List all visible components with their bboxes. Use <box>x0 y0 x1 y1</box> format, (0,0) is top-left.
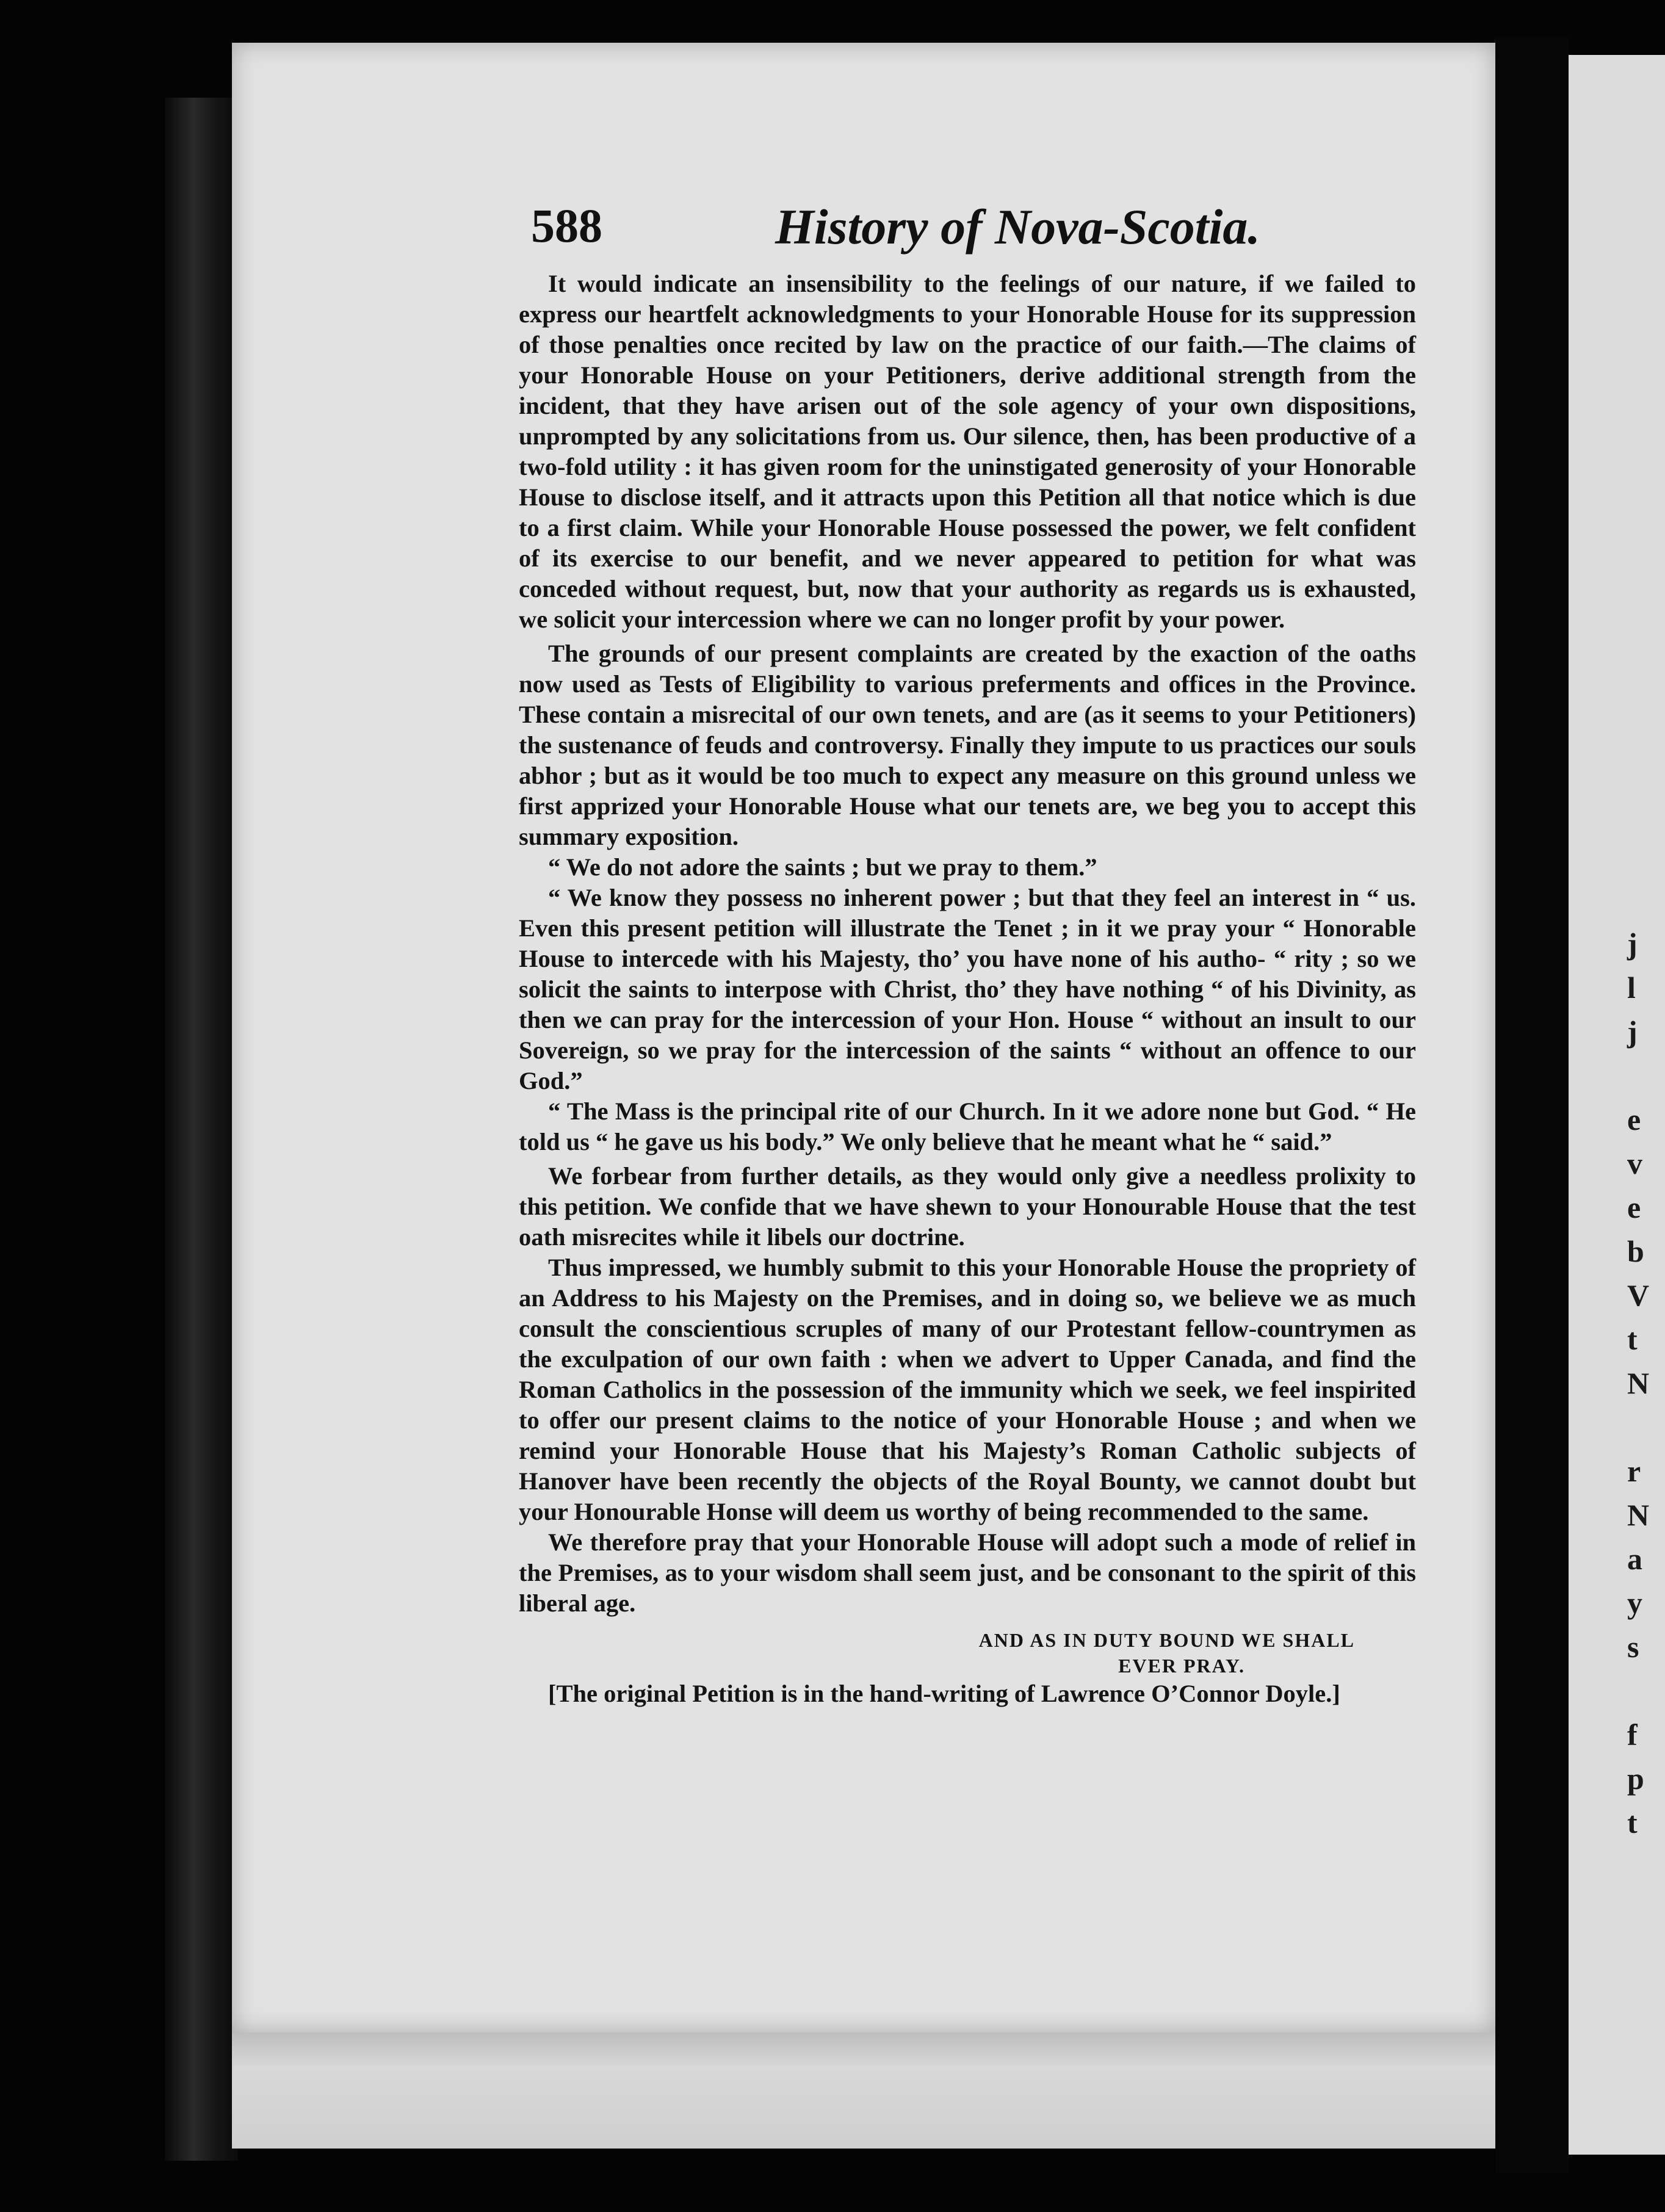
paragraph-thus-impressed: Thus impressed, we humbly submit to this your Honorable House the propriety of an Address to his Majesty on the Premises, and in doing so, we believe we as much consult the conscientious scruples of many of our Protestant fellow-countrymen as the exculpation of our own faith : when we advert to Upper Canada, and find the Roman Catholics in the possession of the immunity which we seek, we feel inspirited to offer our present claims to the notice of your Honorable House ; and when we remind your Honorable House that his Majesty’s Roman Catholic subjects of Hanover have been recently the objects of the Royal Bounty, we cannot doubt but your Honourable Honse will deem us worthy of being recommended to the same. <box>519 1254 1416 1525</box>
editorial-note: [The original Petition is in the hand-writing of Lawrence O’Connor Doyle.] <box>548 1680 1340 1707</box>
paragraph-2: The grounds of our present complaints are created by the exaction of the oaths now used as Tests of Eligibility to various preferments and offices in the Province. These contain a misrecital of our own tenets, and are (as it seems to your Petitioners) the sustenance of feuds and controversy. Finally they impute to us practices our souls abhor ; but as it would be too much to expect any measure on this ground unless we first apprized your Honorable House what our tenets are, we beg you to accept this summary exposition. <box>519 640 1416 850</box>
page-number: 588 <box>531 199 602 252</box>
closing-formula <box>519 1627 1416 1679</box>
paragraph-1: It would indicate an insensibility to the feelings of our nature, if we failed to express our heartfelt acknowledgments to your Honorable House for its suppression of those penalties once recited by law on the practice of our faith.—The claims of your Honorable House on your Petitioners, derive additional strength from the incident, that they have arisen out of the sole agency of your own dispositions, unprompted by any solicitations from us. Our silence, then, has been productive of a two-fold utility : it has given room for the uninstigated generosity of your Honorable House to disclose itself, and it attracts upon this Petition all that notice which is due to a first claim. While your Honorable House possessed the power, we felt confident of its exercise to our benefit, and we never appeared to petition for what was conceded without request, but, now that your authority as regards us is exhausted, we solicit your intercession where we can no longer profit by your power. <box>519 270 1416 633</box>
facing-page-fragment <box>1569 55 1665 2155</box>
running-title: History of Nova-Scotia. <box>775 199 1260 255</box>
closing-line-2: EVER PRAY. <box>1118 1655 1245 1677</box>
quote-saints: “ We do not adore the saints ; but we pray to them.” <box>548 853 1097 881</box>
facing-page-letters: j l j e v e b V t N r N a y s f p t <box>1627 927 1650 1840</box>
page-divider <box>1495 37 1569 2173</box>
quote-intercession: “ We know they possess no inherent power ; but that they feel an interest in “ us. Even this present petition will illustrate the Tenet ; in it we pray your “ Honorable House to intercede with his Majesty, tho’ you have none of his autho- “ rity ; so we solicit the saints to interpose with Christ, tho’ they have nothing “ of his Divinity, as then we can pray for the intercession of your Hon. House “ without an insult to our Sovereign, so we pray for the intercession of the saints “ without an offence to our God.” <box>519 884 1416 1094</box>
closing-line-1: AND AS IN DUTY BOUND WE SHALL <box>978 1629 1355 1651</box>
running-header <box>531 198 1260 259</box>
page-bottom-edge <box>232 2033 1495 2149</box>
binding-gutter <box>165 98 238 2161</box>
paragraph-we-therefore: We therefore pray that your Honorable House will adopt such a mode of relief in the Premises, as to your wisdom shall seem just, and be consonant to the spirit of this liberal age. <box>519 1528 1416 1617</box>
quote-mass: “ The Mass is the principal rite of our Church. In it we adore none but God. “ He told us “ he gave us his body.” We only believe that he meant what he “ said.” <box>519 1097 1416 1155</box>
page-body <box>519 269 1416 1709</box>
paragraph-forbear: We forbear from further details, as they would only give a needless prolixity to this petition. We confide that we have shewn to your Honourable House that the test oath misrecites while it libels our doctrine. <box>519 1162 1416 1251</box>
